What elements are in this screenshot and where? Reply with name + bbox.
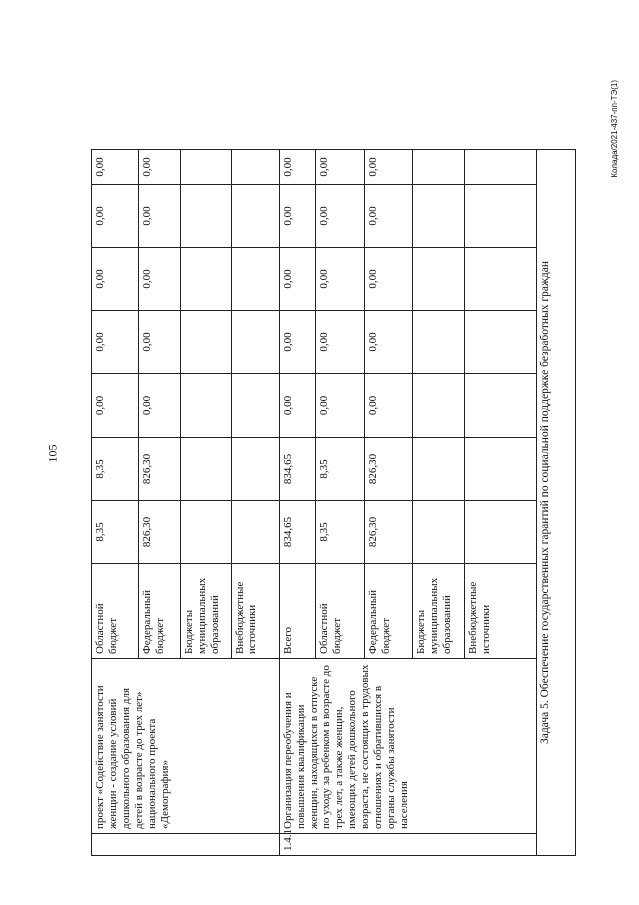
value-cell <box>413 311 465 374</box>
value-cell: 0,00 <box>279 248 316 311</box>
value-cell: 0,00 <box>92 248 139 311</box>
value-cell <box>413 150 465 185</box>
value-cell <box>181 438 231 501</box>
funding-source-cell: Внебюджетные источники <box>464 564 536 659</box>
value-cell <box>231 248 279 311</box>
funding-source-cell: Областной бюджет <box>92 564 139 659</box>
row-number-cell <box>92 834 280 856</box>
value-cell: 8,35 <box>92 438 139 501</box>
row-number-cell: 1.4.1 <box>279 834 536 856</box>
value-cell <box>464 374 536 438</box>
value-cell <box>413 374 465 438</box>
value-cell <box>464 501 536 564</box>
budget-table <box>91 149 576 856</box>
value-cell <box>464 248 536 311</box>
value-cell: 0,00 <box>92 311 139 374</box>
task-title-cell: Задача 5. Обеспечение государственных гарантий по социальной поддержке безработных граждан <box>537 150 576 856</box>
value-cell: 0,00 <box>316 248 365 311</box>
value-cell <box>464 185 536 248</box>
table-row <box>92 150 139 856</box>
value-cell: 0,00 <box>365 185 413 248</box>
value-cell: 8,35 <box>92 501 139 564</box>
value-cell: 0,00 <box>316 185 365 248</box>
activity-name-cell: Организация переобучения и повышения квалификации женщин, находящихся в отпуске по уходу за ребенком в возрасте до трех лет, а также женщин, имеющих детей дошкольного возраста, не состоящих в трудовых отношениях и обратившихся в органы службы занятости населения <box>279 659 536 834</box>
value-cell <box>181 501 231 564</box>
value-cell <box>181 185 231 248</box>
table-row <box>279 150 316 856</box>
value-cell <box>413 248 465 311</box>
funding-source-cell: Бюджеты муниципальных образований <box>413 564 465 659</box>
value-cell: 0,00 <box>138 248 180 311</box>
value-cell: 0,00 <box>92 374 139 438</box>
value-cell: 834,65 <box>279 438 316 501</box>
value-cell: 0,00 <box>365 150 413 185</box>
value-cell: 0,00 <box>365 248 413 311</box>
value-cell: 0,00 <box>365 374 413 438</box>
page-number: 105 <box>45 444 60 463</box>
value-cell: 826,30 <box>138 438 180 501</box>
value-cell <box>413 501 465 564</box>
funding-source-cell: Внебюджетные источники <box>231 564 279 659</box>
value-cell <box>464 150 536 185</box>
value-cell <box>181 374 231 438</box>
value-cell <box>181 248 231 311</box>
value-cell: 0,00 <box>138 150 180 185</box>
funding-source-cell: Федеральный бюджет <box>365 564 413 659</box>
value-cell: 0,00 <box>365 311 413 374</box>
table-row <box>537 150 576 856</box>
value-cell: 0,00 <box>138 185 180 248</box>
value-cell <box>464 438 536 501</box>
value-cell: 0,00 <box>316 150 365 185</box>
value-cell: 0,00 <box>279 185 316 248</box>
value-cell: 0,00 <box>316 311 365 374</box>
value-cell: 8,35 <box>316 438 365 501</box>
value-cell: 826,30 <box>138 501 180 564</box>
value-cell <box>413 185 465 248</box>
value-cell: 0,00 <box>92 185 139 248</box>
rotated-table-area <box>91 150 576 856</box>
value-cell: 0,00 <box>316 374 365 438</box>
funding-source-cell: Бюджеты муниципальных образований <box>181 564 231 659</box>
value-cell: 0,00 <box>279 150 316 185</box>
value-cell: 826,30 <box>365 501 413 564</box>
value-cell: 8,35 <box>316 501 365 564</box>
value-cell: 0,00 <box>138 374 180 438</box>
value-cell: 0,00 <box>92 150 139 185</box>
value-cell <box>231 374 279 438</box>
value-cell <box>181 311 231 374</box>
value-cell <box>464 311 536 374</box>
value-cell: 834,65 <box>279 501 316 564</box>
activity-name-cell: проект «Содействие занятости женщин - создание условий дошкольного образования для детей в возрасте до трех лет» национального проекта «Демография» <box>92 659 280 834</box>
value-cell: 0,00 <box>279 374 316 438</box>
value-cell: 826,30 <box>365 438 413 501</box>
value-cell <box>231 185 279 248</box>
document-code: Колада/2021-437-пп-ТЭ(1) <box>610 80 619 178</box>
value-cell: 0,00 <box>279 311 316 374</box>
value-cell <box>231 311 279 374</box>
value-cell <box>231 501 279 564</box>
value-cell <box>181 150 231 185</box>
funding-source-cell: Федеральный бюджет <box>138 564 180 659</box>
value-cell: 0,00 <box>138 311 180 374</box>
rotated-table-inner <box>91 150 576 856</box>
value-cell <box>231 150 279 185</box>
funding-source-cell: Всего <box>279 564 316 659</box>
funding-source-cell: Областной бюджет <box>316 564 365 659</box>
value-cell <box>413 438 465 501</box>
value-cell <box>231 438 279 501</box>
